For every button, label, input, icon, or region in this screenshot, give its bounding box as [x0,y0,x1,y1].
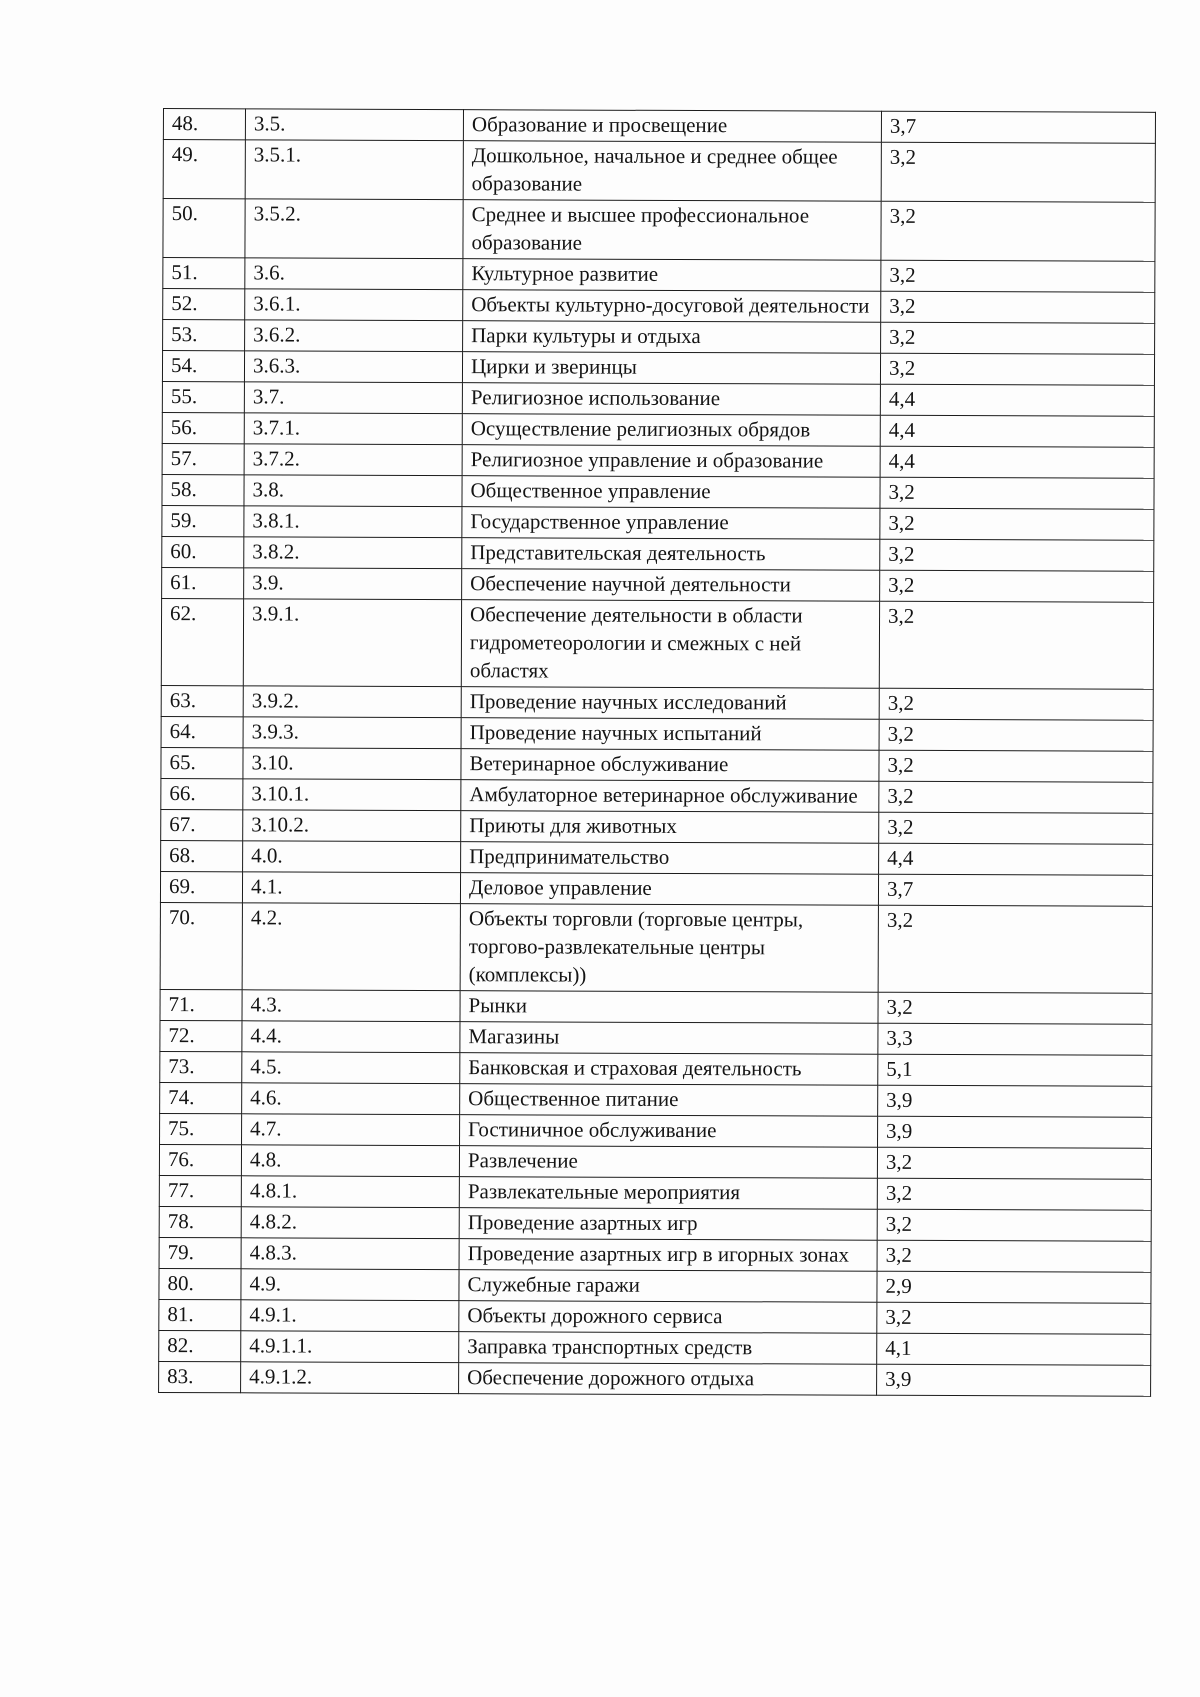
row-code: 4.8.1. [241,1176,459,1208]
row-value: 3,3 [878,1023,1152,1055]
row-number: 53. [163,320,245,351]
table-row [161,716,1153,751]
row-number: 48. [163,109,245,140]
row-number: 56. [162,412,244,443]
table-row [159,1206,1151,1241]
row-number: 77. [159,1175,241,1206]
row-code: 3.10.1. [243,779,461,811]
row-value: 3,2 [879,812,1153,844]
table-row [160,902,1152,993]
table-row [162,505,1154,540]
row-code: 4.8.2. [241,1207,459,1239]
row-name: Деловое управление [460,873,878,906]
row-value: 3,2 [879,719,1153,751]
table-row [161,747,1153,782]
row-number: 73. [160,1051,242,1082]
table-row [159,1361,1151,1396]
table-row [159,1237,1151,1272]
row-name: Общественное управление [462,476,880,509]
row-value: 3,2 [881,291,1155,323]
row-number: 79. [159,1237,241,1268]
row-number: 52. [163,289,245,320]
row-value: 3,2 [879,750,1153,782]
row-number: 57. [162,443,244,474]
row-name: Гостиничное обслуживание [460,1115,878,1148]
row-code: 4.1. [242,872,460,904]
row-number: 55. [162,381,244,412]
row-value: 3,7 [881,111,1155,143]
row-name: Образование и просвещение [463,110,881,143]
row-value: 3,2 [881,260,1155,292]
row-name: Рынки [460,991,878,1024]
row-number: 60. [162,536,244,567]
row-code: 4.7. [242,1114,460,1146]
row-name: Объекты дорожного сервиса [459,1301,877,1334]
row-value: 4,4 [880,415,1154,447]
row-name: Обеспечение научной деятельности [462,569,880,602]
row-value: 2,9 [877,1271,1151,1303]
row-number: 68. [161,840,243,871]
row-code: 3.6.2. [245,320,463,352]
row-number: 58. [162,474,244,505]
table-row [159,1144,1151,1179]
row-name: Дошкольное, начальное и среднее общее образование [463,141,881,202]
row-code: 3.7.1. [244,413,462,445]
row-number: 80. [159,1268,241,1299]
table-row [160,989,1152,1024]
row-number: 76. [159,1144,241,1175]
table-row [161,685,1153,720]
row-value: 3,2 [877,1302,1151,1334]
table-row [162,443,1154,478]
table-row [160,1113,1152,1148]
row-name: Проведение азартных игр [459,1208,877,1241]
table-row [163,199,1155,262]
table-row [160,871,1152,906]
land-use-table [158,108,1156,1397]
row-name: Предпринимательство [461,842,879,875]
row-name: Ветеринарное обслуживание [461,749,879,782]
row-code: 3.9.1. [243,599,461,687]
row-name: Цирки и зверинцы [462,352,880,385]
table-row [159,1330,1151,1365]
row-name: Объекты культурно-досуговой деятельности [463,290,881,323]
table-row [160,1051,1152,1086]
row-code: 3.8.2. [244,537,462,569]
row-number: 81. [159,1299,241,1330]
row-code: 3.9.3. [243,717,461,749]
row-code: 3.7. [244,382,462,414]
row-name: Развлечение [459,1146,877,1179]
row-value: 3,2 [877,1178,1151,1210]
row-code: 4.6. [242,1083,460,1115]
table-row [163,320,1155,355]
table-row [163,109,1155,144]
row-number: 78. [159,1206,241,1237]
row-value: 3,2 [881,201,1155,261]
table-row [162,536,1154,571]
row-code: 4.0. [243,841,461,873]
row-code: 4.9. [241,1269,459,1301]
row-number: 61. [162,567,244,598]
row-name: Развлекательные мероприятия [459,1177,877,1210]
row-name: Проведение научных испытаний [461,718,879,751]
row-number: 72. [160,1020,242,1051]
row-name: Религиозное использование [462,383,880,416]
row-number: 50. [163,199,245,258]
row-code: 4.8. [241,1145,459,1177]
row-value: 3,9 [877,1364,1151,1396]
row-code: 4.9.1. [241,1300,459,1332]
row-number: 65. [161,747,243,778]
row-name: Заправка транспортных средств [459,1332,877,1365]
row-value: 4,1 [877,1333,1151,1365]
table-row [163,140,1155,203]
row-name: Осуществление религиозных обрядов [462,414,880,447]
table-row [159,1299,1151,1334]
table-row [159,1268,1151,1303]
row-code: 3.10. [243,748,461,780]
row-number: 67. [161,809,243,840]
table-row [162,474,1154,509]
row-name: Религиозное управление и образование [462,445,880,478]
row-code: 4.9.1.1. [241,1331,459,1363]
row-code: 3.5.1. [245,140,463,200]
row-code: 3.6. [245,258,463,290]
row-name: Приюты для животных [461,811,879,844]
row-value: 3,2 [878,905,1152,993]
row-number: 74. [160,1082,242,1113]
row-name: Магазины [460,1022,878,1055]
row-value: 3,9 [878,1116,1152,1148]
table-row [159,1175,1151,1210]
row-code: 3.7.2. [244,444,462,476]
row-name: Среднее и высшее профессиональное образование [463,200,881,261]
row-number: 49. [163,140,245,199]
row-code: 3.5. [245,109,463,141]
row-value: 3,7 [878,874,1152,906]
row-value: 3,2 [877,1147,1151,1179]
row-number: 64. [161,716,243,747]
row-code: 4.4. [242,1021,460,1053]
row-value: 3,2 [879,601,1153,689]
table-row [162,567,1154,602]
table-row [162,351,1154,386]
row-number: 66. [161,778,243,809]
row-value: 3,2 [879,688,1153,720]
row-number: 71. [160,989,242,1020]
row-code: 3.8.1. [244,506,462,538]
row-name: Государственное управление [462,507,880,540]
row-value: 3,2 [880,477,1154,509]
table-row [162,381,1154,416]
table-body [159,109,1156,1397]
table-row [161,778,1153,813]
table-row [163,258,1155,293]
row-number: 54. [162,351,244,382]
row-name: Парки культуры и отдыха [463,321,881,354]
row-name: Обеспечение деятельности в области гидрометеорологии и смежных с ней областях [461,600,879,689]
row-value: 4,4 [879,843,1153,875]
row-value: 3,2 [880,570,1154,602]
row-value: 3,2 [877,1209,1151,1241]
row-name: Общественное питание [460,1084,878,1117]
row-number: 51. [163,258,245,289]
row-name: Служебные гаражи [459,1270,877,1303]
row-name: Объекты торговли (торговые центры, торгово-развлекательные центры (комплексы)) [460,904,878,993]
table-row [160,1020,1152,1055]
row-code: 3.6.1. [245,289,463,321]
row-name: Проведение научных исследований [461,687,879,720]
row-code: 4.8.3. [241,1238,459,1270]
row-code: 3.6.3. [244,351,462,383]
row-value: 3,2 [880,508,1154,540]
row-value: 3,2 [880,539,1154,571]
table-row [162,412,1154,447]
row-value: 3,2 [878,992,1152,1024]
row-number: 82. [159,1330,241,1361]
row-code: 3.5.2. [245,199,463,259]
row-number: 62. [161,598,243,685]
row-value: 4,4 [880,446,1154,478]
table-row [161,598,1153,689]
row-value: 3,2 [881,322,1155,354]
row-code: 3.10.2. [243,810,461,842]
row-name: Культурное развитие [463,259,881,292]
row-value: 5,1 [878,1054,1152,1086]
row-name: Банковская и страховая деятельность [460,1053,878,1086]
table-row [161,809,1153,844]
row-number: 70. [160,902,242,989]
row-code: 3.8. [244,475,462,507]
row-number: 59. [162,505,244,536]
row-code: 3.9.2. [243,686,461,718]
row-number: 75. [160,1113,242,1144]
row-code: 3.9. [244,568,462,600]
table-row [163,289,1155,324]
row-value: 3,9 [878,1085,1152,1117]
row-value: 3,2 [880,353,1154,385]
row-name: Обеспечение дорожного отдыха [459,1363,877,1396]
row-number: 83. [159,1361,241,1392]
row-value: 4,4 [880,384,1154,416]
row-name: Представительская деятельность [462,538,880,571]
row-code: 4.9.1.2. [241,1362,459,1394]
row-code: 4.3. [242,990,460,1022]
table-row [160,1082,1152,1117]
row-number: 69. [160,871,242,902]
row-number: 63. [161,685,243,716]
row-value: 3,2 [879,781,1153,813]
row-name: Амбулаторное ветеринарное обслуживание [461,780,879,813]
row-code: 4.5. [242,1052,460,1084]
row-code: 4.2. [242,903,460,991]
table-row [161,840,1153,875]
row-value: 3,2 [877,1240,1151,1272]
row-value: 3,2 [881,142,1155,202]
row-name: Проведение азартных игр в игорных зонах [459,1239,877,1272]
